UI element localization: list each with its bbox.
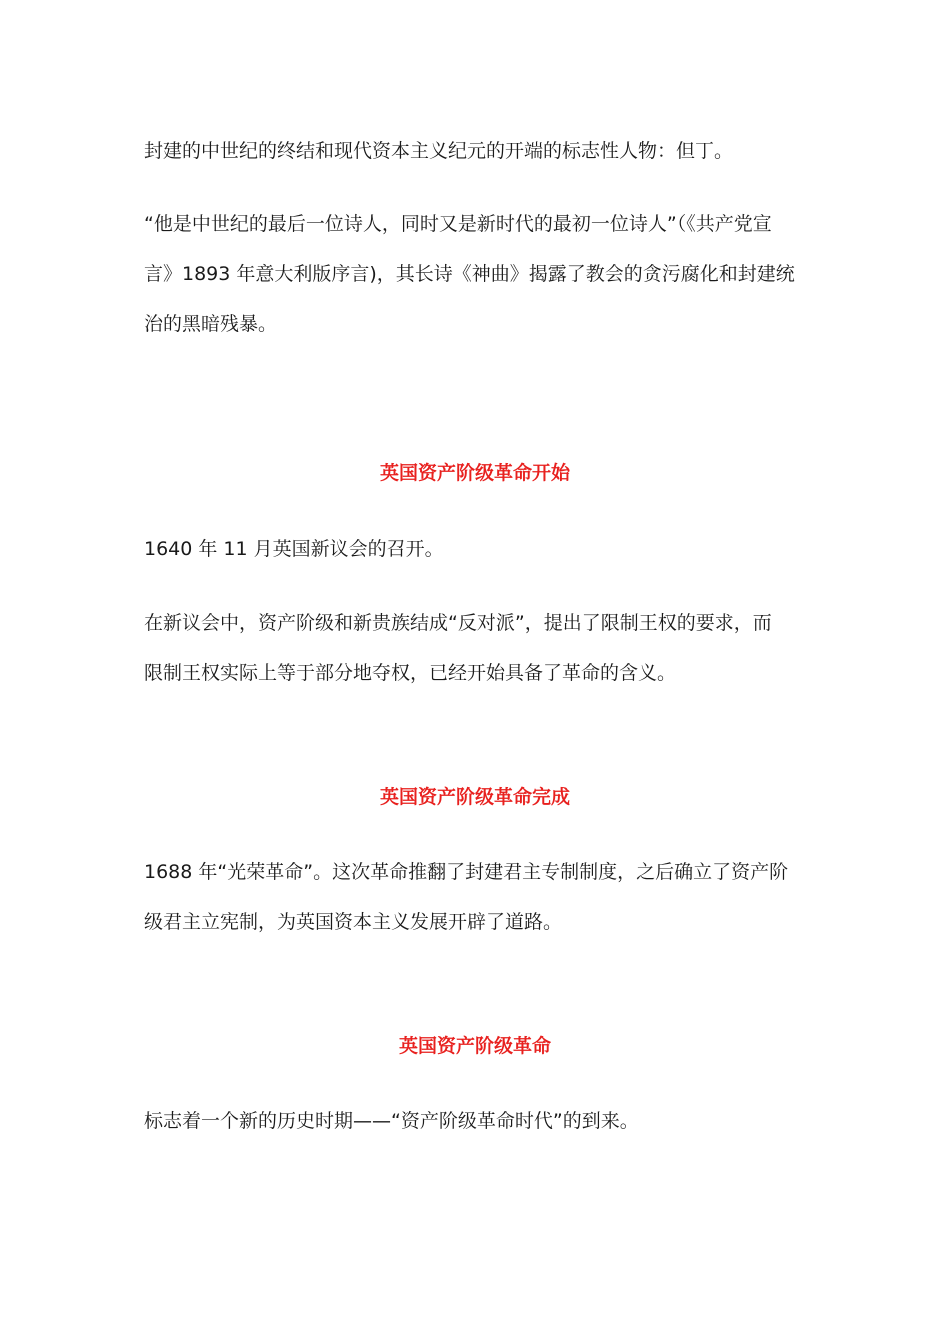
text-line: 级君主立宪制，为英国资本主义发展开辟了道路。: [144, 911, 563, 933]
text-line: “他是中世纪的最后一位诗人，同时又是新时代的最初一位诗人”（《共产党宣: [144, 213, 772, 235]
intro-paragraph-dante: [144, 126, 812, 176]
section1-paragraph-parliament: [144, 524, 812, 574]
text-line: 在新议会中，资产阶级和新贵族结成“反对派”，提出了限制王权的要求，而: [144, 612, 772, 634]
intro-paragraph-quote: [144, 199, 812, 349]
text-line: 1688 年“光荣革命”。这次革命推翻了封建君主专制制度，之后确立了资产阶: [144, 861, 789, 883]
section2-paragraph-glorious-revolution: [144, 847, 812, 947]
text-line: 封建的中世纪的终结和现代资本主义纪元的开端的标志性人物：但丁。: [144, 140, 734, 162]
text-line: 标志着一个新的历史时期——“资产阶级革命时代”的到来。: [144, 1110, 639, 1132]
section3-paragraph-new-era: [144, 1096, 812, 1146]
text-line: 治的黑暗残暴。: [144, 313, 278, 335]
section-heading-revolution-complete: 英国资产阶级革命完成: [379, 786, 570, 808]
section-heading-revolution-start: 英国资产阶级革命开始: [379, 462, 570, 484]
section1-paragraph-opposition: [144, 598, 812, 698]
text-line: 言》1893 年意大利版序言)，其长诗《神曲》揭露了教会的贪污腐化和封建统: [144, 263, 795, 285]
section-heading-revolution: 英国资产阶级革命: [398, 1035, 551, 1057]
text-line: 1640 年 11 月英国新议会的召开。: [144, 538, 444, 560]
text-line: 限制王权实际上等于部分地夺权，已经开始具备了革命的含义。: [144, 662, 677, 684]
